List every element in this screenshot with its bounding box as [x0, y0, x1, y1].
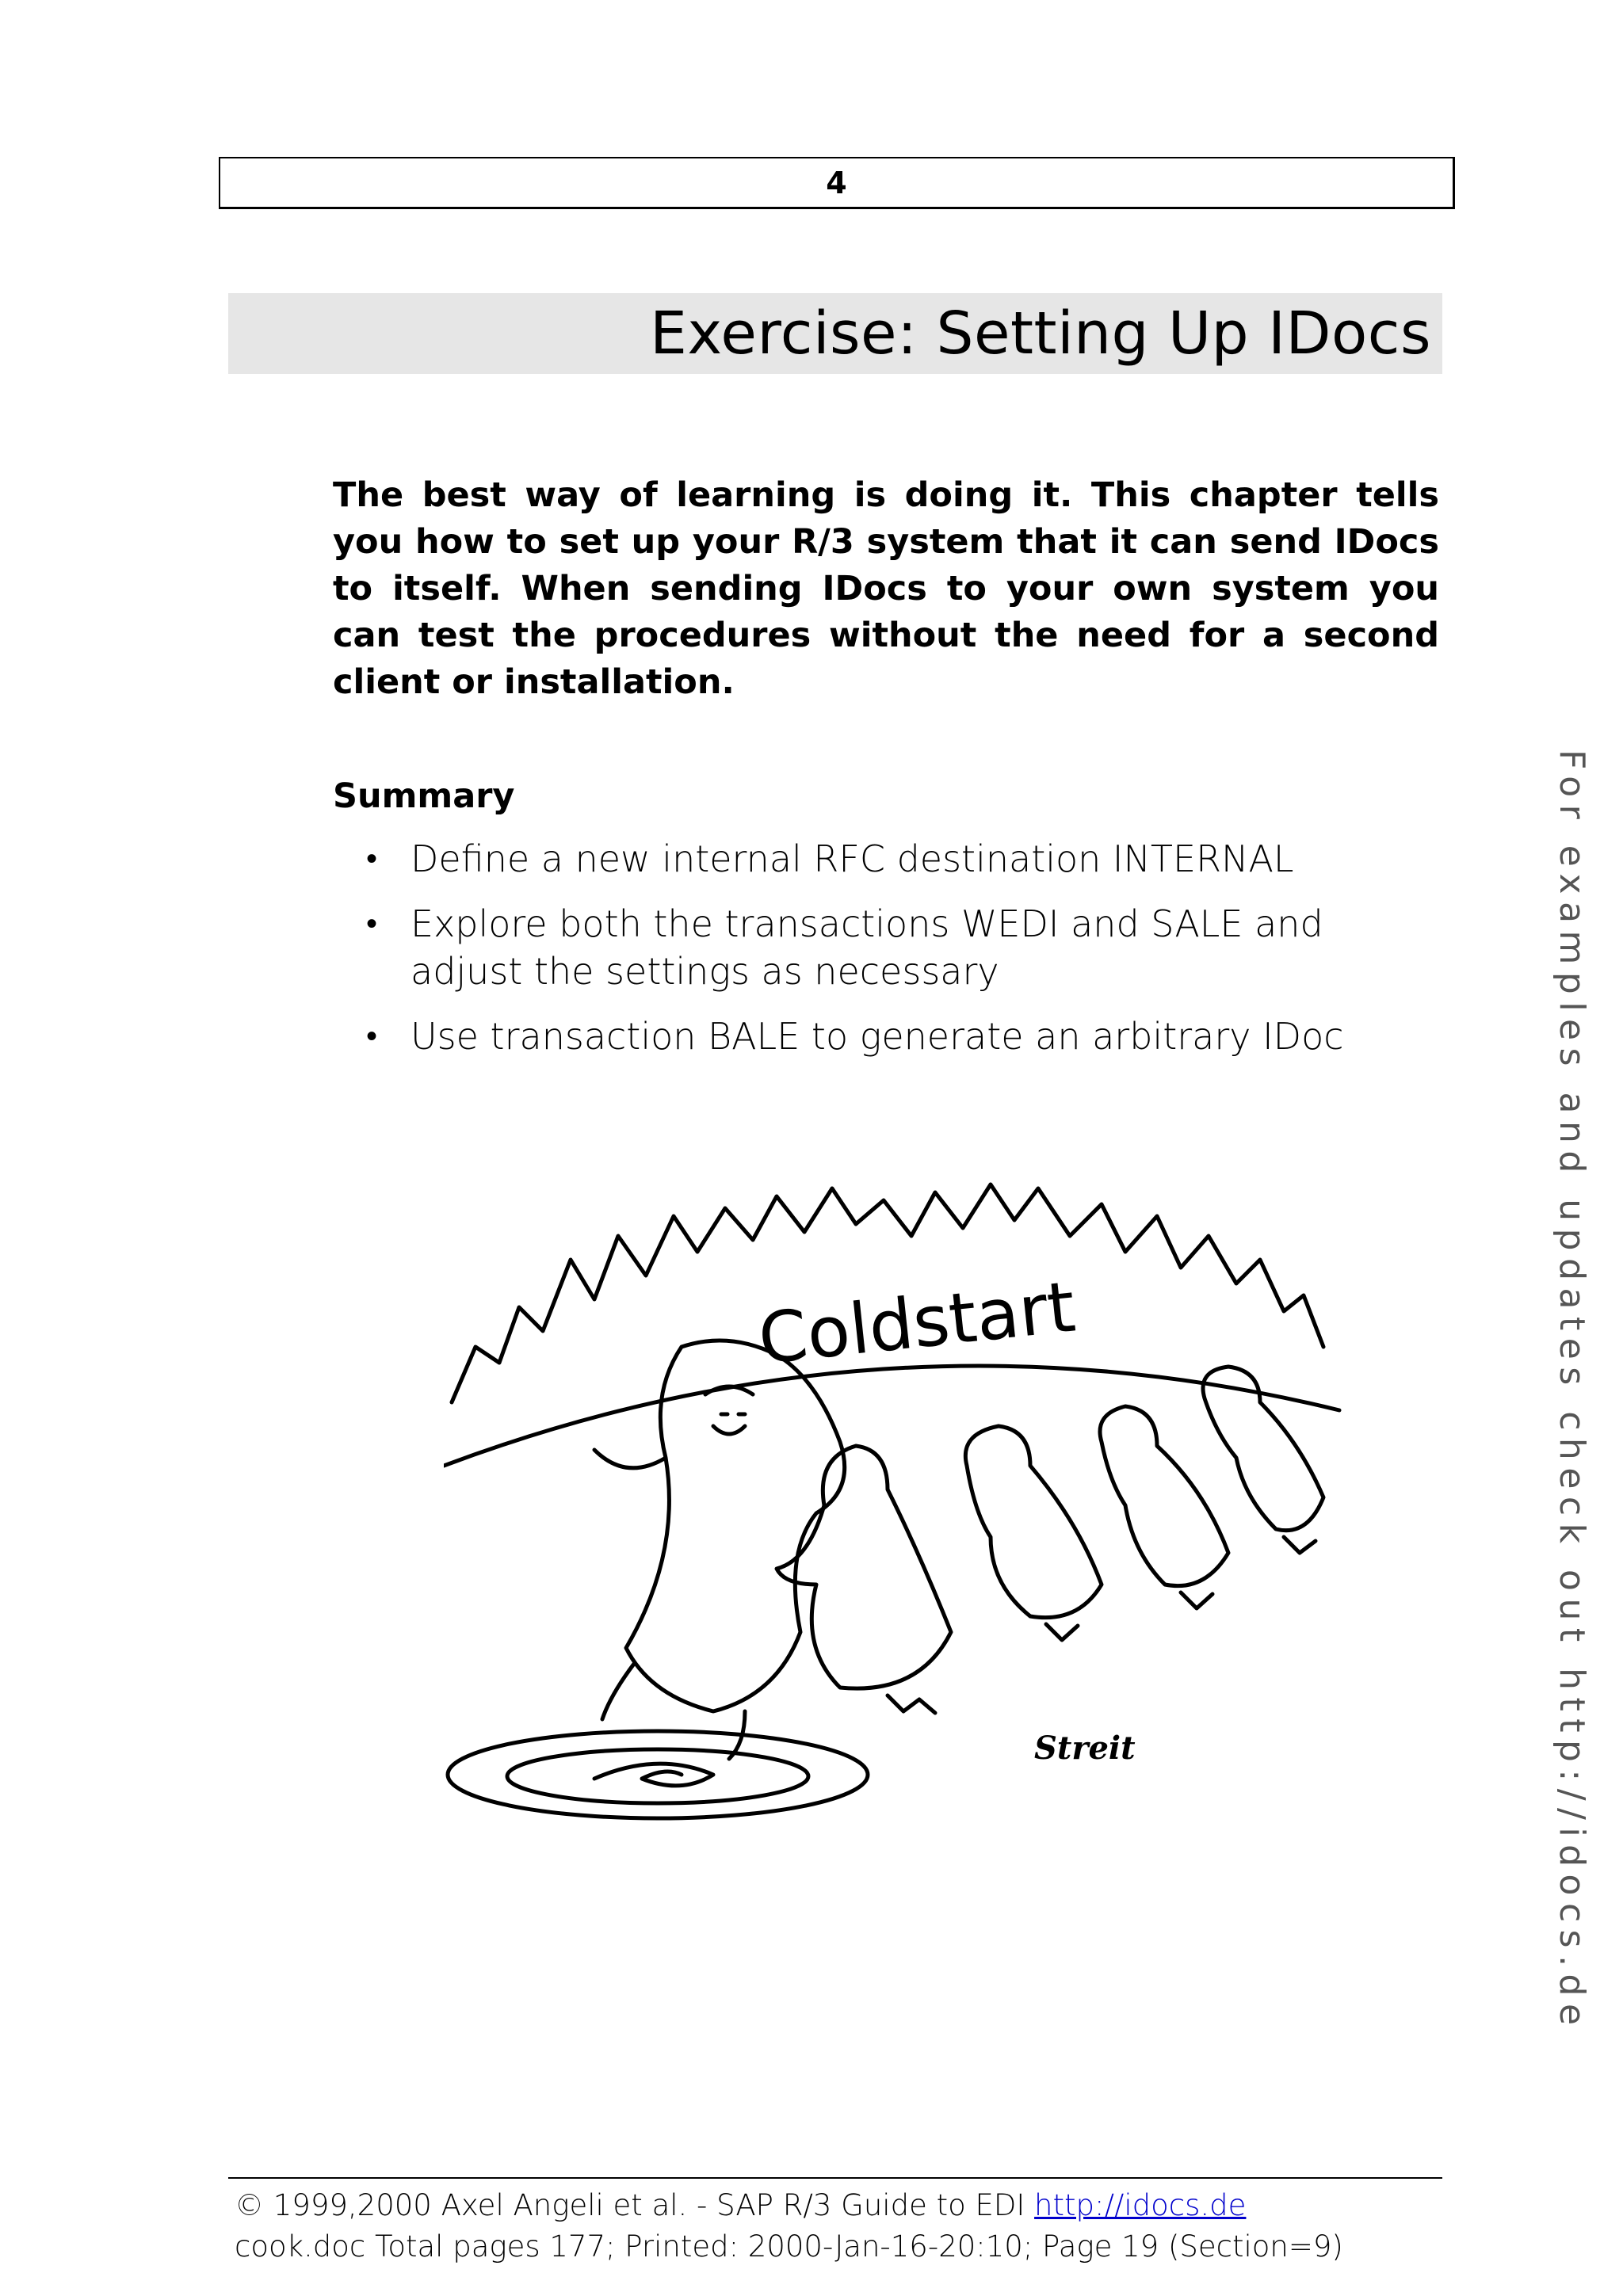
ice-hole-swirl: [594, 1764, 713, 1786]
footer-divider: [228, 2177, 1442, 2179]
chapter-number: 4: [826, 165, 847, 200]
coldstart-lettering: Coldstart: [754, 1265, 1079, 1380]
penguin-feet: [888, 1537, 1316, 1713]
penguin-3: [1100, 1406, 1228, 1586]
footer: [235, 2185, 1343, 2267]
bear-face: [705, 1386, 753, 1434]
bullet-icon: •: [366, 906, 378, 942]
title-band: [228, 293, 1442, 374]
list-item: [333, 1013, 1387, 1060]
summary-list: [333, 835, 1387, 1077]
penguin-4: [1203, 1367, 1323, 1531]
bear-legs: [602, 1664, 745, 1759]
penguin-2: [965, 1426, 1102, 1618]
bullet-icon: •: [366, 841, 378, 877]
ice-hole-inner: [507, 1749, 808, 1803]
bullet-icon: •: [366, 1018, 378, 1055]
chapter-number-box: [219, 157, 1455, 209]
list-item: [333, 900, 1387, 995]
list-item-text: Explore both the transactions WEDI and SALE and adjust the settings as necessary: [411, 902, 1323, 993]
footer-meta: cook.doc Total pages 177; Printed: 2000-Jan-16-20:10; Page 19 (Section=9): [235, 2229, 1343, 2264]
list-item-text: Use transaction BALE to generate an arbitrary IDoc: [411, 1015, 1344, 1058]
coldstart-cartoon: [444, 1141, 1450, 1822]
side-note-text: For examples and updates check out http://idocs.de: [1552, 749, 1592, 2033]
summary-heading: Summary: [333, 776, 515, 816]
page-title: Exercise: Setting Up IDocs: [650, 299, 1431, 368]
side-note: [1552, 749, 1605, 2033]
bear-body: [594, 1341, 845, 1711]
list-item: [333, 835, 1387, 883]
artist-signature: Streit: [1034, 1730, 1136, 1767]
penguin-1: [777, 1446, 951, 1688]
intro-paragraph: The best way of learning is doing it. This chapter tells you how to set up your R/3 system that it can send IDocs to itself. When sending IDocs to your own system you can test the procedures without the need for a second client or installation.: [333, 475, 1439, 702]
footer-copyright: © 1999,2000 Axel Angeli et al. - SAP R/3 Guide to EDI: [235, 2188, 1035, 2222]
list-item-text: Define a new internal RFC destination INTERNAL: [411, 837, 1294, 880]
footer-link[interactable]: http://idocs.de: [1034, 2188, 1247, 2222]
footer-copyright-line: [235, 2185, 1343, 2226]
